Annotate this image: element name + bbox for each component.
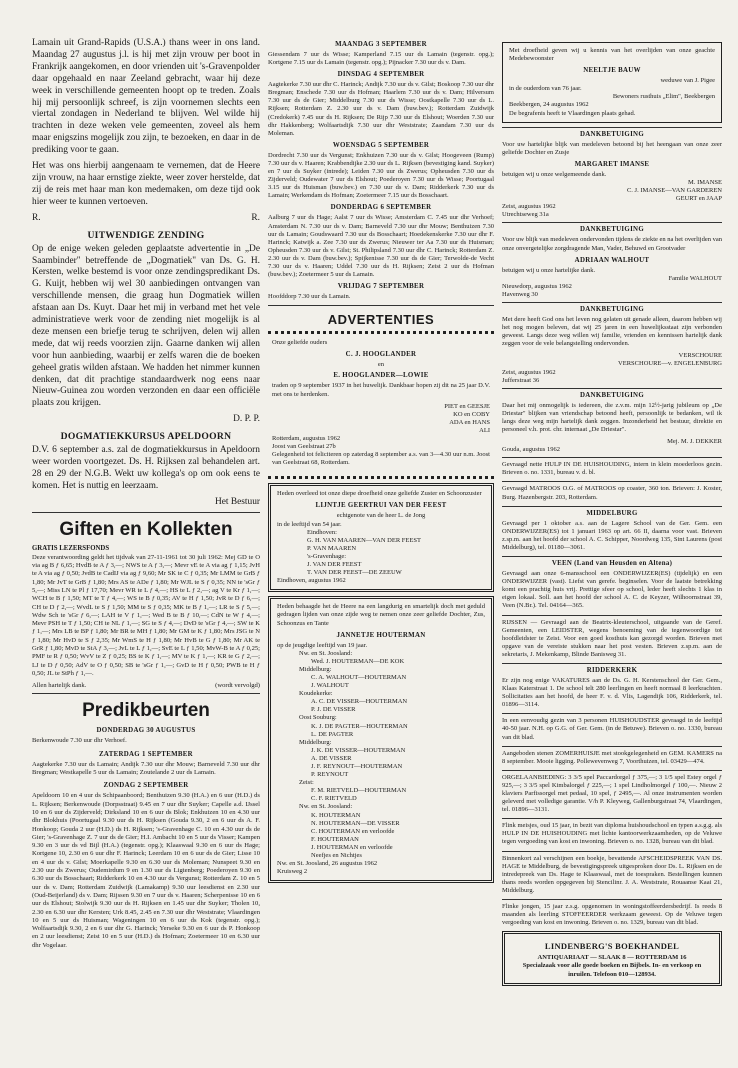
thanks-heading: DANKBETUIGING [579, 130, 644, 138]
thanks-address: Jufferstraat 36 [502, 376, 540, 384]
thanks-text-2: betuigen wij u onze welgemeende dank. [502, 170, 607, 178]
ad2-lead: Heden overleed tot onze diepe droefheid onze geliefde Zuster en Schoonzuster [277, 490, 482, 498]
intro-paragraph-2: Het was ons hierbij aangenaam te vernemen, dat de Heere zijn vrouw, na haar ernstige ziekte, weer zover herstelde, dat zij de reis met haar man kon medemaken, om deze tijd ook hier weer te kunnen vertoeven. [32, 161, 260, 207]
ad3-line: C. HOUTERMAN en verloofde [311, 827, 395, 835]
divider [502, 851, 722, 852]
divider [502, 899, 722, 900]
ad3-line: J. F. REYNOUT—HOUTERMAN [311, 763, 403, 770]
thanks-address: Havenweg 30 [502, 290, 538, 298]
intro-sig-right: R. [251, 212, 260, 223]
divider [502, 222, 722, 223]
classified-text: Flinke jongen, 15 jaar z.s.g. opgenomen in woningstoffeerdersbedrijf. Is reeds 8 maanden als leerling STOFFEERDER werkzaam geweest. Op de Veluwe tegen vergoeding van kost en inwoning. Brieven o. no. 1329, bureau van dit blad. [502, 903, 722, 927]
thanks-signer: GEURT en JAAP [675, 195, 722, 203]
preek-day-text: Apeldoorn 10 en 4 uur ds Schipaanboord; Benthuizen 9.30 (H.A.) en 6 uur (H.D.) ds L. Rijksen; Berkenwoude (Dorpsstraat) 9.45 en 7 uur dhr Suyker; Capelle a.d. IJssel 10 en 6 uur ds Zijderveld; Dirksland 10 en 6 uur ds Blok; Enkhuizen 10 en 4.30 uur dhr Blokhuis (Poortugaal 9.30 uur ds H. Rijksen (Gouda 9.30, 2 en 6 uur ds A. F. Honkoop; Gouda 2 uur (H.D.) ds H. Rijksen; 's-Gravenhage C. 10 en 4.30 uur ds de Gier; 's-Gravenhage Z. 7 uur ds de Gier; H.I. Ambacht 10 en 5 uur ds Visser; Kampen 9.30 en 3 uur ds vd Bijl (H.A.) (tegenstr. opg.); Klaaswaal 9.30 en 6 uur ds Hage; Kortgene 10, 2.30 en 6 uur dhr F. Harinck; Leerdam 10 en 6 uur ds de Gier; Lisse 10 en 4 uur ds v. Gilst; Moerkapelle 9.30 en 6.30 uur ds Moleman; Nunspeet 9.30 en 2.30 uur ds Zwerus; Oudemirdum 9 en 1.30 uur ds Ligtenberg; Poederoyen 9.30 en 6.30 uur ds Bosschaart; Ridderkerk 10 en 4.30 uur ds Vergunst; Rotterdam Z. 10 en 5 uur ds v. Dam; Rotterdam Zuidwijk (Lamakamp) 9.30 uur leesdienst en 2.30 uur (Oud-Beijerland) ds v. Dam; Rijssen 9.30 en 7 uur ds v. Haaren; Scherpenisse 10 en 6 uur ds Elshout; Stolwijk 9.30 uur ds H. Rijksen en 1.45 uur dhr Suyker; Tholen 10, 2.30 en 6.30 uur dhr Kersten; Urk 8.45, 2.45 en 7.30 uur dhr Weststrate; Vlaardingen 10 en 5 uur ds Huisman; Wageningen 10 en 6 uur ds Kok (tegenstr. opg.); Wolfaartsdijk 9.30, 2 en 6 uur dhr G. Harinck; Yerseke 9.30 en 6 uur ds P. Honkoop en 2 uur leesdienst; Zeist 10 en 5 uur (H.D.) ds Hofman; Zoetermeer 10 en 6.30 uur dhr Vogelaar. [32, 792, 260, 949]
ad3-line: P. REYNOUT [311, 771, 349, 779]
divider [502, 556, 722, 557]
thanks-name: MARGARET IMANSE [574, 160, 650, 168]
ad4-name: NEELTJE BAUW [583, 67, 641, 75]
column-left [32, 38, 260, 1053]
thanks-text-2: betuigen wij u onze hartelijke dank. [502, 266, 596, 274]
giften-text: Deze verantwoording geldt het tijdvak van 27-11-1961 tot 30 juli 1962: Mej GD te O via ag B ƒ 6,65; HvdB te A ƒ 3,—; NWS te A ƒ 3,—; Mevr vE te A via ag ƒ 1,15; JvH te A via ag ƒ 0,50; JvdB te CadIJ via ag ƒ 9,60; Mr SK te C ƒ 0,35; Mr LMM te GrB ƒ 1,80; Mr JvT te GrB ƒ 1,80; Mrs AS te ADe ƒ 1,80; Mr WJL te S ƒ 0,35; NN te 'sGr ƒ 5,—; Miss LN te Pl ƒ 17,70; Mevr WR te L ƒ 4,—; HS te L ƒ 2,—; ag V te Kr ƒ 1,—; WCH te B ƒ 1,50; MT te T ƒ 4,—; WS te B ƒ 0,35; AV te H ƒ 1,50; JvR te D ƒ 6,—; CH te D ƒ 2,—; WvdL te S ƒ 1,50; MM te S ƒ 0,35; MK te B ƒ 1,—; LR te S ƒ 5,—; Wdw Sch te 'sGr ƒ 6,—; LAH te V ƒ 1,—; Wed B te B ƒ 10,—; CdN te W ƒ 4,—; Mevr PSH te T ƒ 1,50; CH te NL ƒ 1,—; SG te S ƒ 4,—; DvD te 'sGr ƒ 4,—; SW te K ƒ 1,—; Mrs LB te BP ƒ 1,80; Mr BR te MH ƒ 1,80; Mr GM te K ƒ 1,80; Mrs JSG te N ƒ 1,80; Mr HvD te S ƒ 2,35; Mr WmS te H ƒ 1,80; Mr HvB te G ƒ 1,80; Mr AK te GrR ƒ 1,80; MvD te StA ƒ 3,—; JvL te L ƒ 1,—; SvE te L ƒ 1,50; MvW-B te A ƒ 0,25; PMF te R ƒ 0,50; WvV te Z ƒ 0,25; BS te K ƒ 1,—; MV te K ƒ 1,—; KR te G ƒ 2,—; LJ te D ƒ 0,50; AdV te O ƒ 0,50; SB te 'sGr ƒ 1,—; GvD te H ƒ 0,50; PWB te H ƒ 0,50; JL te StPh ƒ 1,—. [32, 553, 260, 677]
ad1-body: traden op 9 september 1937 in het huwelijk. Dankbaar hopen zij dit na 25 jaar D.V. met ons te herdenken. [272, 382, 490, 398]
ad3-line: Middelburg: [299, 738, 332, 746]
classified-text: Er zijn nog enige VAKATURES aan de Ds. G. H. Kerstenschool der Ger. Gem., Klaas Katerstraat 1. De school telt 280 leerlingen en heeft normaal 8 leerkrachten. Sollicitaties aan het hoofd, de heer F. v. d. Vlis, Lagendijk 106, Ridderkerk, tel. 01896—3114. [502, 676, 722, 709]
classified-heading: MIDDELBURG [586, 509, 638, 517]
ad3-line: Zeist: [299, 779, 314, 787]
thanks-place: Gouda, augustus 1962 [502, 446, 560, 454]
ad1-name1: C. J. HOOGLANDER [345, 351, 417, 359]
thanks-text: Voor uw hartelijke blijk van medeleven betoond bij het heengaan van onze zeer geliefde Dochter en Zusje [502, 140, 722, 156]
classified-text: Aangeboden stenen ZOMERHUISJE met stookgelegenheid en GEM. KAMERS na 8 september. Mooie ligging. Pollewevenweg 7, Voorthuizen, tel. 03429—474. [502, 749, 722, 765]
classified-text: RIJSSEN — Gevraagd aan de Beatrix-kleuterschool, uitgaande van de Geref. Gemeenten, een LEIDSTER, wegens benoeming van de tegenwoordige tot hoofdleidster te Zeist. Voor een goed kosthuis kan gezorgd worden. Brieven met opgave van de vereiste stukken naar het post vesten. Brieven z.sp.m. aan de sekretaris, J. Mekenkamp, Blinde Banisweg 31. [502, 618, 722, 658]
ad3-family-list [277, 650, 485, 860]
ad2-line: G. H. VAN MAAREN—VAN DER FEEST [307, 536, 421, 544]
zending-heading: UITWENDIGE ZENDING [87, 229, 205, 241]
preek-day-heading: DINSDAG 4 SEPTEMBER [337, 71, 425, 79]
ad1-place: Rotterdam, augustus 1962 [272, 435, 341, 442]
ad4-place: Beekbergen, 24 augustus 1962 [509, 101, 589, 109]
zending-signature: D. P. P. [233, 414, 260, 425]
ad2-name: LIJNTJE GEERTRUI VAN DER FEEST [315, 502, 447, 510]
ad3-line: K. J. DE PAGTER—HOUTERMAN [311, 722, 408, 730]
giften-section [32, 545, 260, 691]
ad4-org: Bewoners rusthuis „Elim", Beekbergen [612, 93, 715, 101]
ad3-line: C. F. RIETVELD [311, 795, 357, 803]
thanks-heading: DANKBETUIGING [579, 305, 644, 313]
ad3-line: L. DE PAGTER [311, 730, 354, 738]
ad4-note: De begrafenis heeft te Vlaardingen plaats gehad. [509, 109, 636, 117]
ad2-line: T. VAN DER FEEST—DE ZEEUW [307, 569, 402, 577]
giften-end-right: (wordt vervolgd) [215, 682, 260, 690]
classified-text: Flink meisjes, oud 15 jaar, in bezit van diploma huishoudschool en typen a.s.g.g. als HULP IN DE HUISHOUDING met lichte kantoorwerkzaamheden, op de Veluwe tegen vergoeding van kost en inwoning. Brieven o. no. 1328, bureau van dit blad. [502, 822, 722, 846]
ad1-kid: ALI [479, 426, 490, 434]
classified-heading: RIDDERKERK [586, 666, 638, 674]
zending-text: Op de enige weken geleden geplaatste advertentie in „De Saambinder" betreffende de „Dogmatiek" van Ds. G. H. Kersten, welke bestemd is voor onze zendingspredikant Ds. G. Kuijt, hebben wij wel 30 aanbiedingen ontvangen van verschillende mensen, die graag hun Dogmatiek willen afstaan aan Ds. Kuyt. Daar het mij in verband met het vele administratieve werk voor de zending niet mogelijk is al deze mensen een briefje terug te schrijven, delen wij allen mede, dat wij reeds voorzien zijn. Gaarne danken wij allen voor hun aanbieding, waarbij er zelfs waren die de boeken geheel gratis wilden afstaan. We hadden het nimmer kunnen denken, dat dit prachtige standaardwerk nog eens naar Nieuw-Guinea zou worden verzonden en daar een officiële plaats zou krijgen. [32, 243, 260, 409]
intro-paragraph-1: Lamain uit Grand-Rapids (U.S.A.) thans weer in ons land. Maandag 27 augustus j.l. is hij met zijn vrouw per boot in Frankrijk aangekomen, en door vrienden uit 's-Gravenpolder daar opgehaald en naar Zeeland gebracht, waar hij deze week in verschillende gemeenten hoopt op te treden. Zoals hij mij persoonlijk schreef, is zijn voornemen slechts een viertal zondagen in Nederland te blijven. Wel wilde hij trachten in deze weken vele gemeenten, zoveel als hem maar enigszins mogelijk zou zijn, te bezoeken, en daar in de prediking voor te gaan. [32, 38, 260, 156]
ad3-line: Neefjes en Nichtjes [311, 852, 362, 860]
ad1-lead: Onze geliefde ouders [272, 339, 328, 347]
book-line2: Specialzaak voor alle goede boeken en Bijbels. In- en verkoop en inruilen. Telefoon 010—128934. [522, 962, 702, 978]
divider [32, 693, 260, 694]
cursus-heading: DOGMATIEKKURSUS APELDOORN [60, 431, 232, 443]
ad3-line: Middelburg: [299, 665, 332, 673]
ad3-line: F. M. RIETVELD—HOUTERMAN [311, 787, 407, 795]
preek-day-text: Aagtekerke 7.30 uur ds Lamain; Andijk 7.30 uur dhr Mouw; Barneveld 7.30 uur dhr Bregman; Westkapelle 5 uur ds Lamain; Zoutelande 2 uur ds Lamain. [32, 760, 260, 777]
zending-signature-row [32, 414, 260, 426]
preek-day-text: Dordrecht 7.30 uur ds Vergunst; Enkhuizen 7.30 uur ds v. Gilst; Hoogeveen (Rump) 7.30 uur ds v. Haaren; Krabbendijke 2.30 uur ds L. Rijksen (bevestiging kand. Suyker) en 7 uur ds Suyker (intrede); Leiden 7.30 uur ds Zwerus; Opheusden 7.30 uur ds Zijderveld; Oudewater 7 uur ds Elshout; Poederoyen 7.30 uur ds Wisse; Poortugaal 3.15 uur ds Huisman (buw.bev.) en 7.30 uur ds v. Dam; Ridderkerk 7.30 uur ds Lamain; Werkendam ds Hofman; Zoetermeer 7.15 uur ds Bosschaart. [268, 151, 494, 200]
column-right [502, 38, 722, 1053]
dankbetuiging [502, 388, 722, 455]
book-title: LINDENBERG'S BOEKHANDEL [544, 941, 680, 952]
ad2-line: P. VAN MAAREN [307, 544, 357, 552]
preek-day-text: Aagtekerke 7.30 uur dhr C. Harinck; Andijk 7.30 uur ds v. Gilst; Boskoop 7.30 uur dhr Bregman; Enschede 7.30 uur ds Hofman; Haarlem 7.30 uur ds v. Dam; Hilversum 7.30 uur ds de Gier; Middelburg 7.30 uur ds Wisse; Oostkapelle 7.30 uur ds L. Rijksen; Rotterdam Z. 2.30 uur ds v. Dam (buw.bev.); Rotterdam Zuidwijk (Credokerk) 7.45 uur ds H. Rijksen; De Rijp 7.30 uur ds Elshout; Woerden 7.30 uur dhr Hakkenberg; Wolfaartsdijk 7.30 uur dhr Weststrate; Zaandam 7.30 uur ds Moleman. [268, 81, 494, 137]
classified-heading: VEEN (Land van Heusden en Altena) [551, 560, 673, 568]
classified-text: In een eenvoudig gezin van 3 personen HUISHOUDSTER gevraagd in de leeftijd 40-50 jaar. N.H. op G.G. of Ger. Gem. (in de Betuwe). Brieven o. no. 1330, bureau van dit blad. [502, 717, 722, 741]
dankbetuiging [502, 222, 722, 299]
divider [502, 770, 722, 771]
preek-day-heading: ZATERDAG 1 SEPTEMBER [99, 750, 193, 758]
giften-end-left: Allen hartelijk dank. [32, 682, 87, 690]
preek-day-heading: DONDERDAG 30 AUGUSTUS [96, 727, 196, 735]
classifieds [502, 457, 722, 927]
ad3-line: A. C. DE VISSER—HOUTERMAN [311, 698, 408, 706]
ad3-line: Wed. J. HOUTERMAN—DE KOK [311, 657, 405, 665]
ad4-lead: Met droefheid geven wij u kennis van het overlijden van onze geachte Medebewoonster [509, 47, 715, 63]
ad4-age: in de ouderdom van 76 jaar. [509, 85, 582, 93]
thanks-signer: VERSCHOURE [678, 352, 722, 360]
ad1-name2: E. HOOGLANDER—LOWIE [333, 372, 429, 380]
ad2-place: Eindhoven, augustus 1962 [277, 577, 346, 585]
divider [502, 127, 722, 128]
thanks-text: Voor uw blijk van medeleven ondervonden tijdens de ziekte en na het overlijden van onze onvergetelijke zorgdragende Man, Vader, Behuwd en Grootvader [502, 236, 722, 252]
ad2-line: Eindhoven: [307, 528, 337, 536]
thanks-heading: DANKBETUIGING [579, 391, 644, 399]
divider [502, 663, 722, 664]
ad-obituary-houterman [268, 596, 494, 883]
preek-day-heading: VRIJDAG 7 SEPTEMBER [337, 283, 425, 291]
ad-anniversary [268, 331, 494, 479]
ad3-line: Koudekerke: [299, 690, 333, 698]
ad1-en: en [377, 361, 385, 369]
preek-day-text: Berkenwoude 7.30 uur dhr Verhoef. [32, 737, 127, 745]
preek-day-heading: DONDERDAG 6 SEPTEMBER [330, 204, 432, 212]
classified-text: Binnenkort zal verschijnen een boekje, bevattende AFSCHEIDSPREEK VAN DS. HAGE te Middelburg, de bevestigingspreek uitgesproken door Ds. L. Rijksen en de intredepreek van Ds. Hage te Klaaswaal, met de toespraken. Bestellingen kunnen thans reeds worden opgegeven bij Stencilinr. J. A. Weststrate, Rouaanse Kaai 21, Middelburg. [502, 854, 722, 894]
dankbetuiging [502, 302, 722, 385]
ad1-addr: Joost van Geelstraat 27b [272, 443, 336, 451]
ad3-line: P. J. DE VISSER [311, 706, 356, 714]
cursus-signature: Het Bestuur [214, 496, 260, 507]
advertenties-heading: ADVERTENTIES [327, 312, 435, 328]
preek-day-heading: ZONDAG 2 SEPTEMBER [103, 782, 189, 790]
divider [502, 481, 722, 482]
ad-obituary-bauw [502, 42, 722, 123]
classified-text: Gevraagd nette HULP IN DE HUISHOUDING, intern in klein moederloos gezin. Brieven o. no. 1331, bureau v. d. bl. [502, 461, 722, 477]
ad3-name: JANNETJE HOUTERMAN [336, 631, 426, 639]
thanks-place: Zeist, augustus 1962 [502, 203, 556, 211]
divider [268, 305, 494, 306]
column-middle [268, 38, 494, 1053]
ad-obituary-van-der-feest [268, 483, 494, 592]
thanks-signer: VERSCHOURE—v. ENGELENBURG [618, 360, 722, 368]
divider [502, 506, 722, 507]
ad3-line: J. K. DE VISSER—HOUTERMAN [311, 746, 406, 754]
ad3-line: J. HOUTERMAN en verloofde [311, 843, 393, 851]
ad2-line: J. VAN DER FEEST [307, 561, 362, 569]
ad3-line: A. DE VISSER [311, 754, 352, 762]
preek-day-text: Hoofddorp 7.30 uur ds Lamain. [268, 293, 351, 301]
ad2-age: in de leeftijd van 54 jaar. [277, 520, 342, 528]
divider [502, 746, 722, 747]
ad3-lead: Heden behaagde het de Heere na een langdurig en smartelijk doch met geduld gedragen lijden van onze zijde weg te nemen onze zeer geliefde Dochter, Zus, Schoonzus en Tante [277, 603, 485, 627]
thanks-text: Daar het mij onmogelijk is iedereen, die z.v.m. mijn 12½-jarig jubileum op „De Driestar" blijken van vriendschap betoond heeft, persoonlijk te bedanken, wil ik langs deze weg mijn hartelijk dank zeggen. Inzonderheid het bestuur, direktie en personeel v.h. prot. chr. internaat „De Driestar". [502, 401, 722, 433]
ad3-line: N. HOUTERMAN—DE VISSER [311, 819, 400, 827]
classified-text: ORGELAANBIEDING: 3 3/5 spel Paccardorgel ƒ 375,—; 3 1/5 spel Estey orgel ƒ 925,—; 3 3/5 spel Kimbalorgel ƒ 225,—; 1 spel Lindholmorgel ƒ 100,—. Nieuw 2 klaviers Parfissorgel met pedaal, 10 spel, ƒ 2495,—. Al onze instrumenten worden geleverd met volledige garantie. V/h P. Kleyweg, Gallenburgstraat 74, Vlaardingen, tel. 01896—3131. [502, 773, 722, 814]
thanks-text: Met dere heeft God ons het leven nog gelaten uit genade alleen, daarom hebben wij het nog mogen beleven, dat wij 25 jaren in een huwelijksstaat zijn verbonden geweest. Langs deze weg willen wij familie, vrienden en kennissen hartelijk dank zeggen voor de vele belangstelling ondervonden. [502, 315, 722, 348]
thanks-signer: Mej. M. J. DEKKER [667, 438, 722, 446]
ad1-kid: PIET en GEESJE [444, 402, 490, 410]
divider [32, 512, 260, 513]
ad3-line: Oost Souburg: [299, 714, 337, 722]
ad3-line: Nw. en St. Joosland: [299, 649, 353, 657]
cursus-signature-row [32, 497, 260, 509]
ad1-kid: ADA en HANS [449, 418, 490, 426]
thanks-address: Utrechtseweg 31a [502, 211, 549, 219]
divider [502, 457, 722, 458]
ad3-place: Nw. en St. Joosland, 26 augustus 1962 [277, 860, 378, 868]
ad3-addr: Kruisweg 2 [277, 868, 308, 876]
divider [502, 302, 722, 303]
giften-heading: Giften en Kollekten [59, 518, 233, 540]
thanks-signer: C. J. IMANSE—VAN GARDEREN [626, 187, 722, 195]
ad3-line: K. HOUTERMAN [311, 811, 361, 819]
thanks-place: Zeist, augustus 1962 [502, 368, 556, 376]
intro-signature [32, 213, 260, 225]
ad1-kid: KO en COBY [453, 410, 490, 418]
ad3-line: C. A. WALHOUT—HOUTERMAN [311, 673, 407, 681]
thanks-signer: M. IMANSE [688, 178, 722, 186]
divider [502, 615, 722, 616]
ad3-line: F. HOUTERMAN [311, 835, 359, 843]
ad3-age: op de jeugdige leeftijd van 19 jaar. [277, 641, 368, 649]
intro-sig-left: R. [32, 212, 41, 223]
ad1-extra: Gelegenheid tot feliciteren op zaterdag 8 september a.s. van 3—4.30 uur n.m. Joost van Geelstraat 68, Rotterdam. [272, 451, 490, 467]
giften-end [32, 682, 260, 690]
divider [502, 713, 722, 714]
classified-text: Gevraagd MATROOS O.G. of MATROOS op coaster, 360 ton. Brieven: J. Koster, Burg. Hazenbergstr. 203, Rotterdam. [502, 485, 722, 501]
ad-lindenberg [502, 931, 722, 985]
preek-day-text: Giessendam 7 uur ds Wisse; Kamperland 7.15 uur ds Lamain (tegenstr. opg.); Kortgene 7.15 uur ds Lamain (tegenstr. opg.); Pijnacker 7.30 uur ds v. Dam. [268, 51, 494, 67]
preek-day-heading: WOENSDAG 5 SEPTEMBER [332, 141, 430, 149]
divider [502, 388, 722, 389]
cursus-text: D.V. 6 september a.s. zal de dogmatiekkursus in Apeldoorn weer worden voortgezet. Ds. H. Rijksen zal behandelen art. 28 en 29 der N.G.B. Wekt uw kollega's op om ook eens te komen. Het is nuttig en leerzaam. [32, 445, 260, 491]
thanks-name: ADRIAAN WALHOUT [574, 256, 650, 264]
ad2-sub: echtgenote van de heer L. de Jong [336, 512, 426, 520]
classified-text: Gevraagd aan onze 6-mansschool een ONDERWIJZER(ES) (tijdelijk) en een ONDERWIJZER (vast). Liefst van gerefe. beginselen. Voor de laatste betrekking komt een prachtig huis vrij. Prettige sfeer op school, leder heeft slechts 1 klas in eigen lokaal. Soll. aan het hoofd der school A. C. de Keyzer, Wilhoornstraat 39, Veen (N.Br.). Tel. 04164—365. [502, 570, 722, 610]
classified-text: Gevraagd per 1 oktober a.s. aan de Lagere School van de Ger. Gem. een ONDERWIJZER(ES) tot 1 januari 1963 op art. 66 II, daarna voor vast. Brieven z.sp.m. aan het hoofd der school A. C. Schipper, Noordweg 135, Sint Laurens (post Middelburg), tel. 01180—3061. [502, 519, 722, 551]
giften-subheading: GRATIS LEZERSFONDS [32, 544, 110, 552]
preek-section-left [32, 727, 260, 950]
divider [502, 818, 722, 819]
dankbetuigingen [502, 127, 722, 455]
preek-day-heading: MAANDAG 3 SEPTEMBER [335, 41, 427, 48]
preek-day-text: Aalburg 7 uur ds Hage; Aalst 7 uur ds Wisse; Amsterdam C. 7.45 uur dhr Verhoef; Amsterdam N. 7.30 uur ds v. Dam; Barneveld 7.30 uur dhr Mouw; Benthuizen 7.30 uur ds Lamain; Goudswaard 7.30 uur ds Bosschaart; Hoedekenskerke 7.30 uur dhr F. Harinck; Katwijk a. Zee 7.30 uur ds Zwerus; Nieuwer ter Aa 7.30 uur ds Huisman; Opheusden 7.30 uur ds v. Gilst; St. Philipsland 7.30 uur dhr C. Harinck; Rotterdam Z. 2.30 uur ds v. Dam (buw.bev.); Spijkenisse 7.30 uur ds de Gier; Terwolde-de Vecht 7.30 uur ds v. Haaren; Uddel 7.30 uur ds H. Rijksen; Zeist 2 uur ds Hofman (buw.bev.); Zoetermeer 5 uur ds Lamain. [268, 214, 494, 279]
preek-heading: Predikbeurten [82, 700, 210, 722]
dankbetuiging [502, 127, 722, 220]
ad2-line: 's-Gravenhage: [307, 552, 347, 560]
ad3-line: Nw. en St. Joosland: [299, 803, 353, 811]
book-line1: ANTIQUARIAAT — SLAAK 8 — ROTTERDAM 16 [537, 954, 687, 962]
thanks-signer: Familie WALHOUT [668, 274, 722, 282]
ad4-sub: weduwe van J. Pigee [660, 77, 715, 85]
thanks-heading: DANKBETUIGING [579, 226, 644, 234]
thanks-place: Nieuwdorp, augustus 1962 [502, 282, 572, 290]
ad3-line: J. WALHOUT [311, 682, 349, 690]
